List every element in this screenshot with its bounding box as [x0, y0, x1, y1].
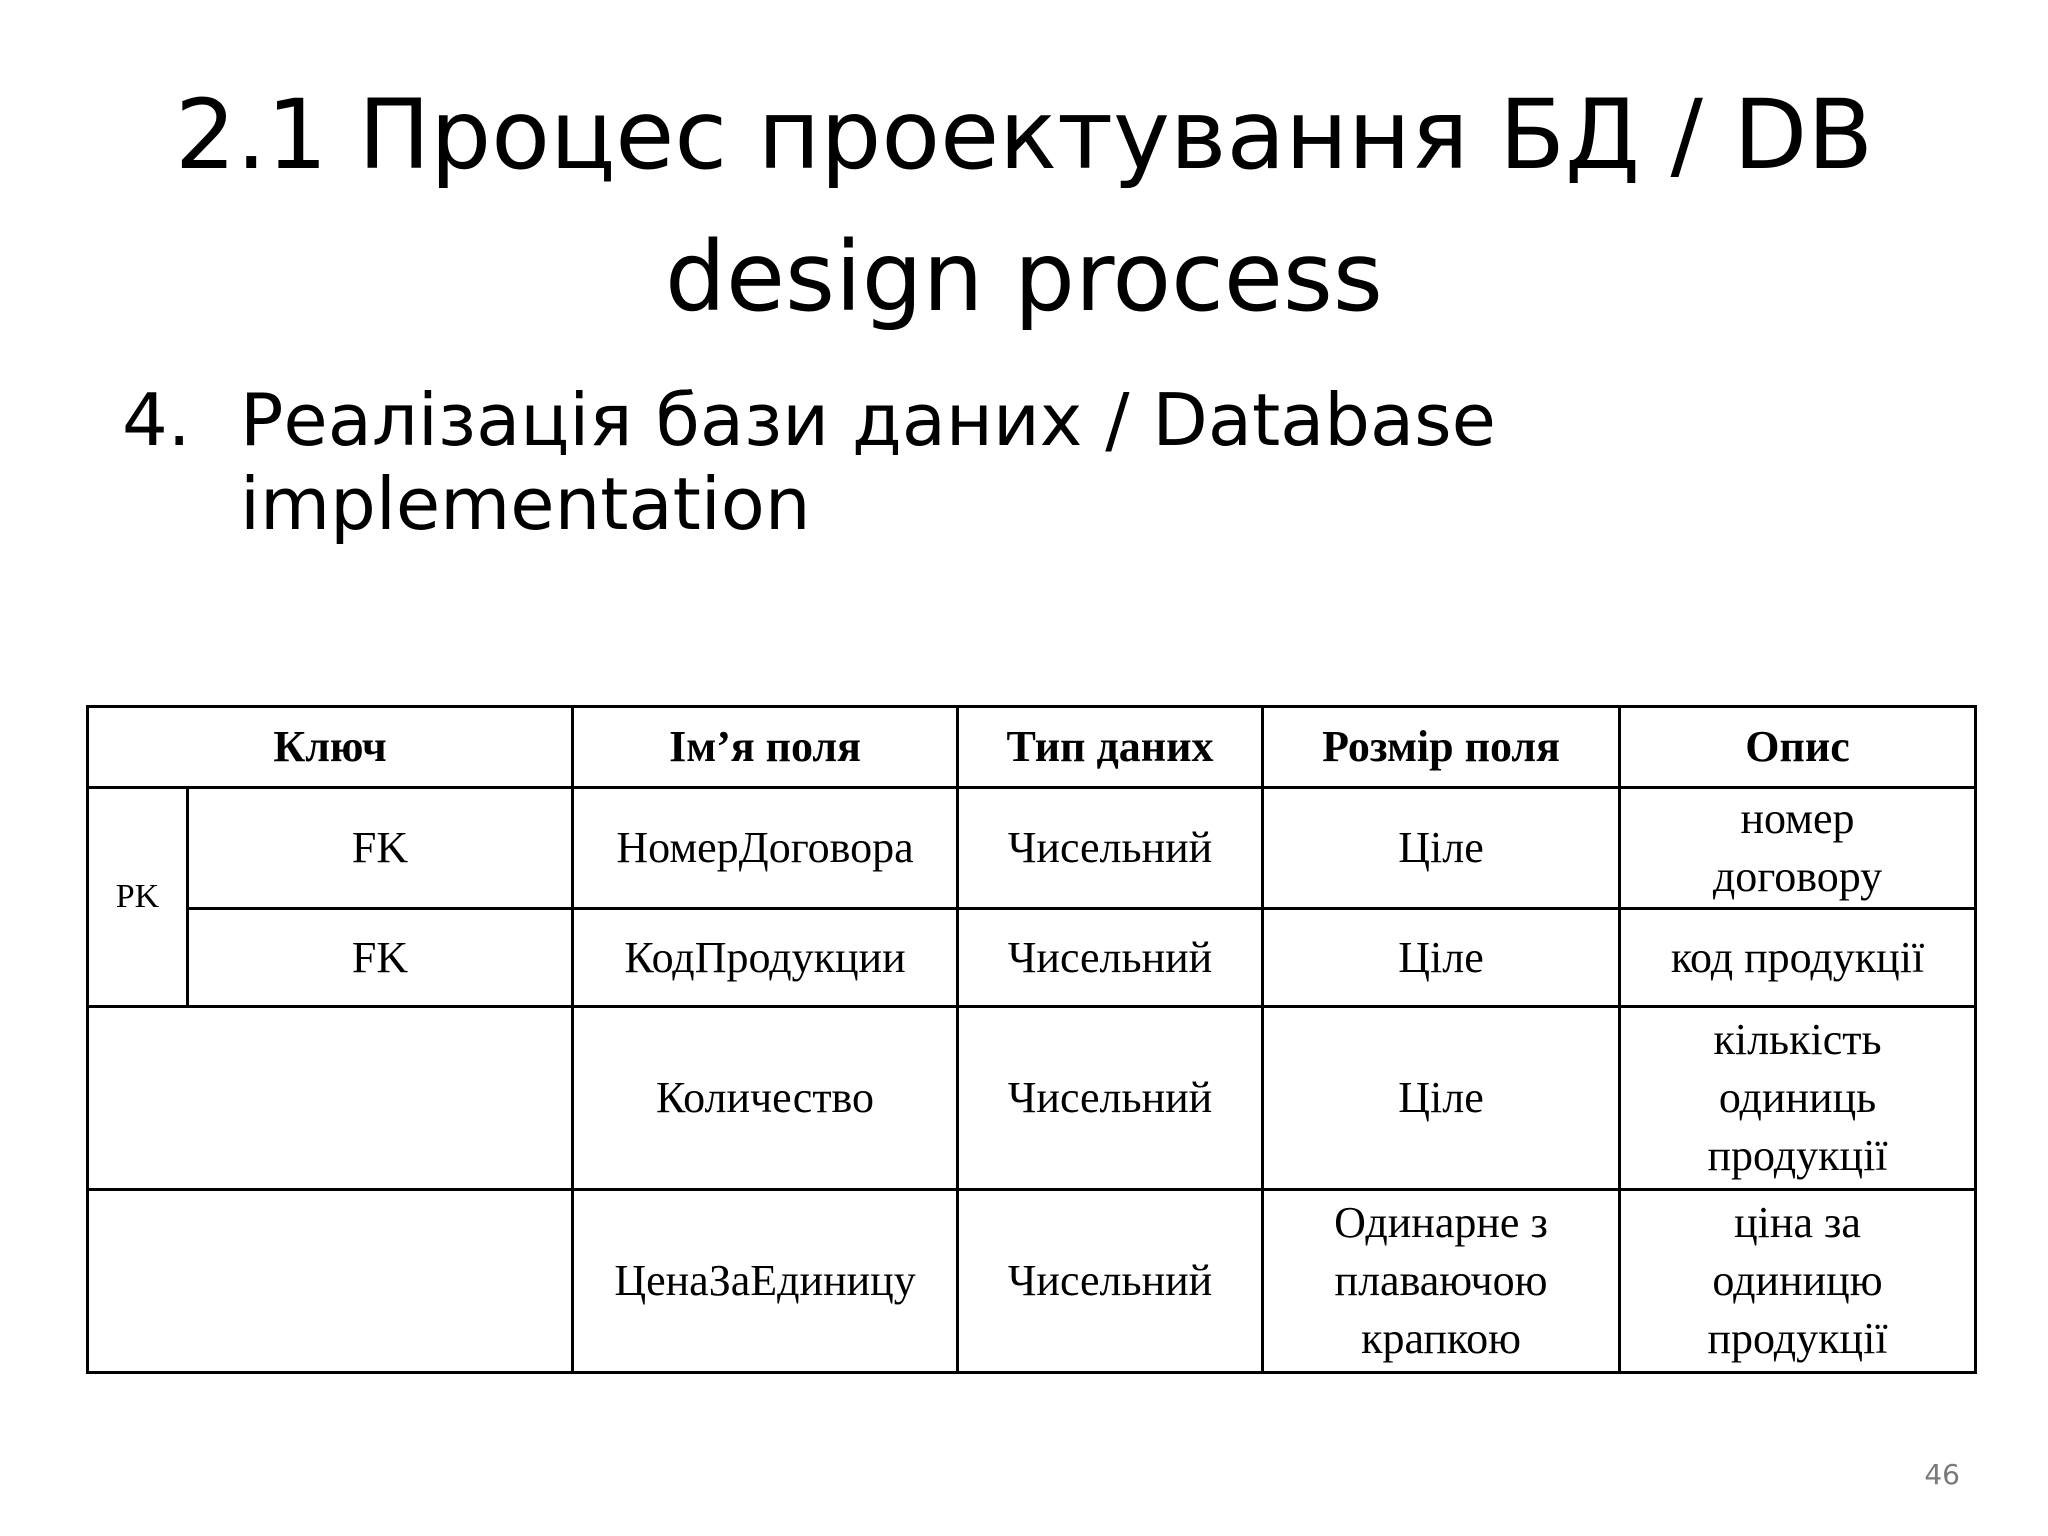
field-size-cell	[1263, 1007, 1620, 1190]
field-size-line: плаваючою	[1334, 1256, 1548, 1305]
description-line: ціна за	[1734, 1198, 1861, 1247]
description-line: одиницю	[1712, 1256, 1883, 1305]
description-line: кількість	[1713, 1015, 1882, 1064]
table-row	[88, 1190, 1976, 1373]
bullet-number: 4.	[122, 378, 191, 462]
description-line: продукції	[1707, 1131, 1888, 1180]
field-name-cell: ЦенаЗаЕдиницу	[573, 1190, 958, 1373]
bullet-line-1: Реалізація бази даних / Database	[240, 378, 1496, 462]
description-line: одиниць	[1718, 1073, 1877, 1122]
page-number: 46	[1924, 1458, 1960, 1491]
data-type-cell: Чисельний	[958, 1007, 1263, 1190]
field-name-cell: НомерДоговора	[573, 788, 958, 909]
description-cell	[1620, 1007, 1976, 1190]
pk-cell: PK	[88, 788, 188, 1007]
key-cell: FK	[188, 909, 573, 1007]
description-line: номер	[1740, 794, 1855, 843]
table-row	[88, 788, 1976, 909]
description-line: код продукції	[1670, 932, 1925, 982]
data-type-cell: Чисельний	[958, 909, 1263, 1007]
field-size-cell	[1263, 788, 1620, 909]
key-cell	[88, 1007, 573, 1190]
title-line-1: 2.1 Процес проектування БД / DB	[174, 79, 1874, 191]
table-row	[88, 1007, 1976, 1190]
table-row	[88, 909, 1976, 1007]
key-cell	[88, 1190, 573, 1373]
field-name-cell: КодПродукции	[573, 909, 958, 1007]
field-size-line: Ціле	[1398, 1073, 1484, 1122]
field-size-line: Ціле	[1398, 932, 1484, 982]
data-type-cell: Чисельний	[958, 788, 1263, 909]
fields-table	[86, 705, 1977, 1374]
description-cell	[1620, 788, 1976, 909]
description-line: продукції	[1707, 1314, 1888, 1363]
description-line: договору	[1712, 852, 1883, 901]
header-data-type: Тип даних	[958, 707, 1263, 788]
field-size-cell	[1263, 909, 1620, 1007]
field-size-line: крапкою	[1361, 1314, 1521, 1363]
field-name-cell: Количество	[573, 1007, 958, 1190]
bullet-line-2: implementation	[240, 462, 811, 546]
table-header-row	[88, 707, 1976, 788]
header-key: Ключ	[88, 707, 573, 788]
slide-title	[0, 64, 2048, 348]
description-cell	[1620, 909, 1976, 1007]
data-type-cell: Чисельний	[958, 1190, 1263, 1373]
header-description: Опис	[1620, 707, 1976, 788]
description-cell	[1620, 1190, 1976, 1373]
header-field-size: Розмір поля	[1263, 707, 1620, 788]
field-size-cell	[1263, 1190, 1620, 1373]
key-cell: FK	[188, 788, 573, 909]
field-size-line: Одинарне з	[1334, 1198, 1548, 1247]
field-size-line: Ціле	[1398, 823, 1484, 872]
bullet-text	[240, 378, 1496, 546]
header-field-name: Ім’я поля	[573, 707, 958, 788]
title-line-2: design process	[665, 221, 1383, 333]
